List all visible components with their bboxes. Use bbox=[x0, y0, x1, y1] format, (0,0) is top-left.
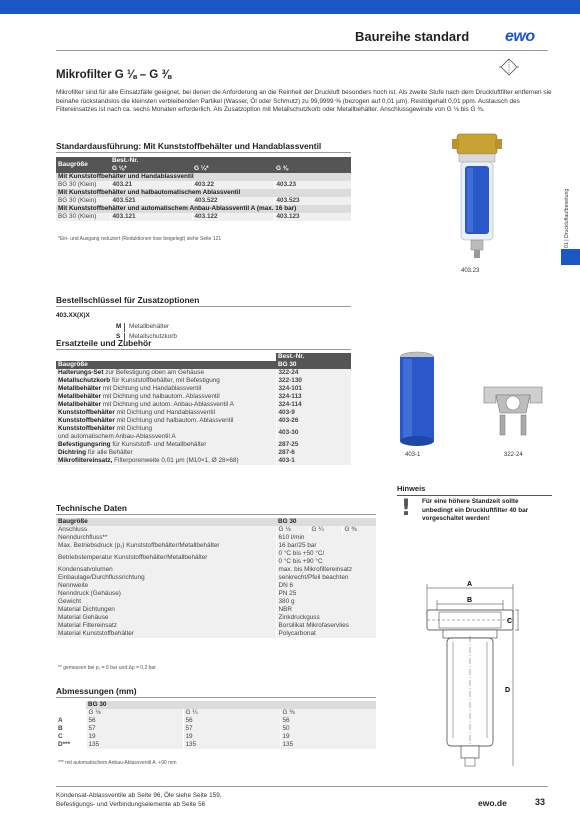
order-key-option-s: S Metallschutzkorb bbox=[116, 333, 177, 340]
table-row: Mikrofiltereinsatz, Filterporenweite 0,01 µm (M10×1, Ø 28×68) 403-1 bbox=[56, 457, 351, 465]
table-row: Metallbehälter mit Dichtung und halbautom. Ablassventil 324-113 bbox=[56, 393, 351, 401]
bracket-illustration bbox=[478, 373, 548, 443]
tech-divider bbox=[56, 514, 376, 515]
tech-footnote: ** gemessen bei p₁ = 6 bar und Δp = 0,2 bar bbox=[58, 665, 156, 671]
hint-title: Hinweis bbox=[397, 484, 552, 496]
table-row: Kunststoffbehälter mit Dichtung und Handablassventil 403-9 bbox=[56, 409, 351, 417]
table-row: D*** 135 135 135 bbox=[56, 741, 376, 749]
options-divider bbox=[56, 306, 351, 307]
intro-text: Mikrofilter sind für alle Einsatzfälle geeignet, bei denen die Anforderung an die Reinheit der Druckluft besonders hoch ist. Als zweite Stufe nach dem Druckluftfilter entfernen sie beinahe rückstandslos die kleinsten verbleibenden Partikel (Wasser, Öl oder Schmutz) zu 99,9999 % (bezogen auf 0,01 µm). Restölgehalt 0,01 ppm. Austausch des Filtereinsatzes ist nach ca. sechs Monaten erforderlich. Als Zusatzoption mit Metallschutzkorb oder Metallbehälter. Anschlussgewinde von G ⅛ bis G ⅜. bbox=[56, 89, 552, 114]
hint-text: Für eine höhere Standzeit sollte unbedingt ein Druckluftfilter 40 bar vorgeschaltet werden! bbox=[422, 498, 529, 523]
table-row: Nennweite DN 6 bbox=[56, 582, 376, 590]
caption-403-1: 403-1 bbox=[405, 452, 421, 458]
dim-label-c: C bbox=[507, 618, 513, 625]
table-row: Halterungs-Set zur Befestigung oben am Gehäuse 322-24 bbox=[56, 369, 351, 377]
figure-caption-403-23: 403.23 bbox=[461, 268, 480, 274]
table-row: BG 30 (Klein) 403.21 403.22 403.23 bbox=[56, 181, 351, 189]
table-row: Material Gehäuse Zinkdruckguss bbox=[56, 614, 376, 622]
table-row: Material Kunststoffbehälter Polycarbonat bbox=[56, 630, 376, 638]
section-title: Mit Kunststoffbehälter und Handablassventil bbox=[56, 173, 351, 181]
table-row: Gewicht 380 g bbox=[56, 598, 376, 606]
table-row: Max. Betriebsdruck (p₁) Kunststoffbehälter/Metallbehälter 16 bar/25 bar bbox=[56, 542, 376, 550]
tech-table: Baugröße BG 30 Anschluss G ⅛ G ¼ G ⅜ Nenndurchfluss** 610 l/min Max. Betriebsdruck (p₁) Kunststoffbehälter/Metallbehälter 16 bar/25 bar Betriebstemperatur Kunststoffbehälter/Metallbehälter 0 °C bis +50 °C/ 0 °C bis +90 °C Kondensatvolumen max. bis Mikrofiltereinsatz Einbaulage/Durchflussrichtung senkrecht/Pfeil beachten Nennweite DN 6 Nenndruck (Gehäuse) PN 25 Gewicht 380 g Material Dichtungen NBR Material Gehäuse Zinkdruckguss Material Filtereinsatz Borsilikat Mikrofaservlies Material Kunststoffbehälter Polycarbonat bbox=[56, 518, 376, 638]
dim-label-a: A bbox=[467, 581, 473, 588]
table-row: Dichtring für alle Behälter 287-6 bbox=[56, 449, 351, 457]
table-row: BG 30 (Klein) 403.121 403.122 403.123 bbox=[56, 213, 351, 221]
table-row: Kunststoffbehälter mit Dichtung und halbautom. Ablassventil 403-26 bbox=[56, 417, 351, 425]
chapter-side-label: 01 | Druckluftaufbereitung bbox=[564, 188, 570, 248]
options-heading: Bestellschlüssel für Zusatzoptionen bbox=[56, 295, 200, 305]
standard-heading: Standardausführung: Mit Kunststoffbehälter und Handablassventil bbox=[56, 141, 322, 151]
table-row: Anschluss G ⅛ G ¼ G ⅜ bbox=[56, 526, 376, 534]
table-row: Einbaulage/Durchflussrichtung senkrecht/Pfeil beachten bbox=[56, 574, 376, 582]
table-row: Metallbehälter mit Dichtung und Handablassventil 324-101 bbox=[56, 385, 351, 393]
section-title: Mit Kunststoffbehälter und automatischem Anbau-Ablassventil A (max. 16 bar) bbox=[56, 205, 351, 213]
table-row: Betriebstemperatur Kunststoffbehälter/Metallbehälter 0 °C bis +50 °C/ 0 °C bis +90 °C bbox=[56, 550, 376, 566]
filter-illustration-403-23 bbox=[447, 130, 507, 270]
table-row: BG 30 (Klein) 403.521 403.522 403.523 bbox=[56, 197, 351, 205]
standard-footnote: *Ein- und Ausgang reduziert (Reduktionen lose beigelegt) siehe Seite 121 bbox=[58, 236, 222, 242]
table-row: Kondensatvolumen max. bis Mikrofiltereinsatz bbox=[56, 566, 376, 574]
dims-divider bbox=[56, 697, 376, 698]
dims-table: BG 30 G ⅛ G ¼ G ⅜ A 56 56 56 B 57 57 50 C 19 19 19 D*** 135 135 135 bbox=[56, 701, 376, 749]
caption-322-24: 322-24 bbox=[504, 452, 523, 458]
top-accent-bar bbox=[0, 0, 580, 14]
table-row: Metallbehälter mit Dichtung und autom. Anbau-Ablassventil A 324-114 bbox=[56, 401, 351, 409]
order-key bbox=[56, 312, 177, 340]
ewo-logo: ewo bbox=[505, 28, 535, 45]
page-title: Mikrofilter G ⅛ – G ⅜ bbox=[56, 69, 172, 81]
spares-heading: Ersatzteile und Zubehör bbox=[56, 338, 152, 348]
section-title: Mit Kunststoffbehälter und halbautomatischem Ablassventil bbox=[56, 189, 351, 197]
table-row: C 19 19 19 bbox=[56, 733, 376, 741]
exclamation-icon: ! bbox=[401, 496, 412, 521]
page-number: 33 bbox=[535, 797, 546, 807]
order-key-code: 403.XX(X)X bbox=[56, 312, 90, 319]
filter-symbol-icon bbox=[499, 58, 519, 76]
footer-references: Kondensat-Ablassventile ab Seite 96, Öle siehe Seite 159, Befestigungs- und Verbindungselemente ab Seite 56 bbox=[56, 792, 222, 808]
standard-divider bbox=[56, 152, 351, 153]
tech-heading: Technische Daten bbox=[56, 503, 128, 513]
dim-label-b: B bbox=[467, 597, 473, 604]
table-row: Metallschutzkorb für Kunststoffbehälter, mit Befestigung 322-130 bbox=[56, 377, 351, 385]
hint-box bbox=[397, 484, 552, 523]
table-row: B 57 57 50 bbox=[56, 725, 376, 733]
table-row: Nenndruck (Gehäuse) PN 25 bbox=[56, 590, 376, 598]
order-key-option-m: M Metallbehälter bbox=[116, 323, 170, 330]
table-row: Befestigungsring für Kunststoff- und Metallbehälter 287-25 bbox=[56, 441, 351, 449]
footer-divider bbox=[56, 786, 548, 787]
series-title: Baureihe standard bbox=[355, 29, 470, 44]
spares-table: Best.-Nr. Baugröße BG 30 Halterungs-Set zur Befestigung oben am Gehäuse 322-24 Metallschutzkorb für Kunststoffbehälter, mit Befestigung 322-130 Metallbehälter mit Dichtung und Handablassventil 324-101 Metallbehälter mit Dichtung und halbautom. Ablassventil 324-113 Metallbehälter mit Dichtung und autom. Anbau-Ablassventil A 324-114 Kunststoffbehälter mit Dichtung und Handablassventil 403-9 Kunststoffbehälter mit Dichtung und halbautom. Ablassventil 403-26 Kunststoffbehälter mit Dichtung und automatischem Anbau-Ablassventil A 403-30 Befestigungsring für Kunststoff- und Metallbehälter 287-25 Dichtring für alle Behälter 287-6 Mikrofiltereinsatz, Filterporenweite 0,01 µm (M10×1, Ø 28×68) 403-1 bbox=[56, 353, 351, 465]
header-divider bbox=[56, 50, 548, 51]
table-row: Nenndurchfluss** 610 l/min bbox=[56, 534, 376, 542]
dims-footnote: *** mit automatischem Anbau-Ablassventil A: +90 mm bbox=[58, 760, 177, 766]
chapter-tab bbox=[561, 249, 580, 265]
footer-website-link[interactable]: ewo.de bbox=[478, 798, 507, 808]
dims-heading: Abmessungen (mm) bbox=[56, 686, 137, 696]
filter-cartridge-illustration bbox=[392, 350, 442, 450]
dim-label-d: D bbox=[505, 687, 511, 694]
table-row: Material Filtereinsatz Borsilikat Mikrofaservlies bbox=[56, 622, 376, 630]
table-row: A 56 56 56 bbox=[56, 717, 376, 725]
spares-divider bbox=[56, 349, 351, 350]
table-row: Kunststoffbehälter mit Dichtung und automatischem Anbau-Ablassventil A 403-30 bbox=[56, 425, 351, 441]
dimension-drawing bbox=[415, 578, 525, 778]
standard-table: Baugröße Best.-Nr. G ⅛* G ¼* G ⅜ Mit Kunststoffbehälter und Handablassventil BG 30 (Klein) 403.21 403.22 403.23 Mit Kunststoffbehälter und halbautomatischem Ablassventil BG 30 (Klein) 403.521 403.522 403.523 Mit Kunststoffbehälter und automatischem Anbau-Ablassventil A (max. 16 bar) BG 30 (Klein) 403.121 403.122 403.123 bbox=[56, 157, 351, 221]
table-row: Material Dichtungen NBR bbox=[56, 606, 376, 614]
